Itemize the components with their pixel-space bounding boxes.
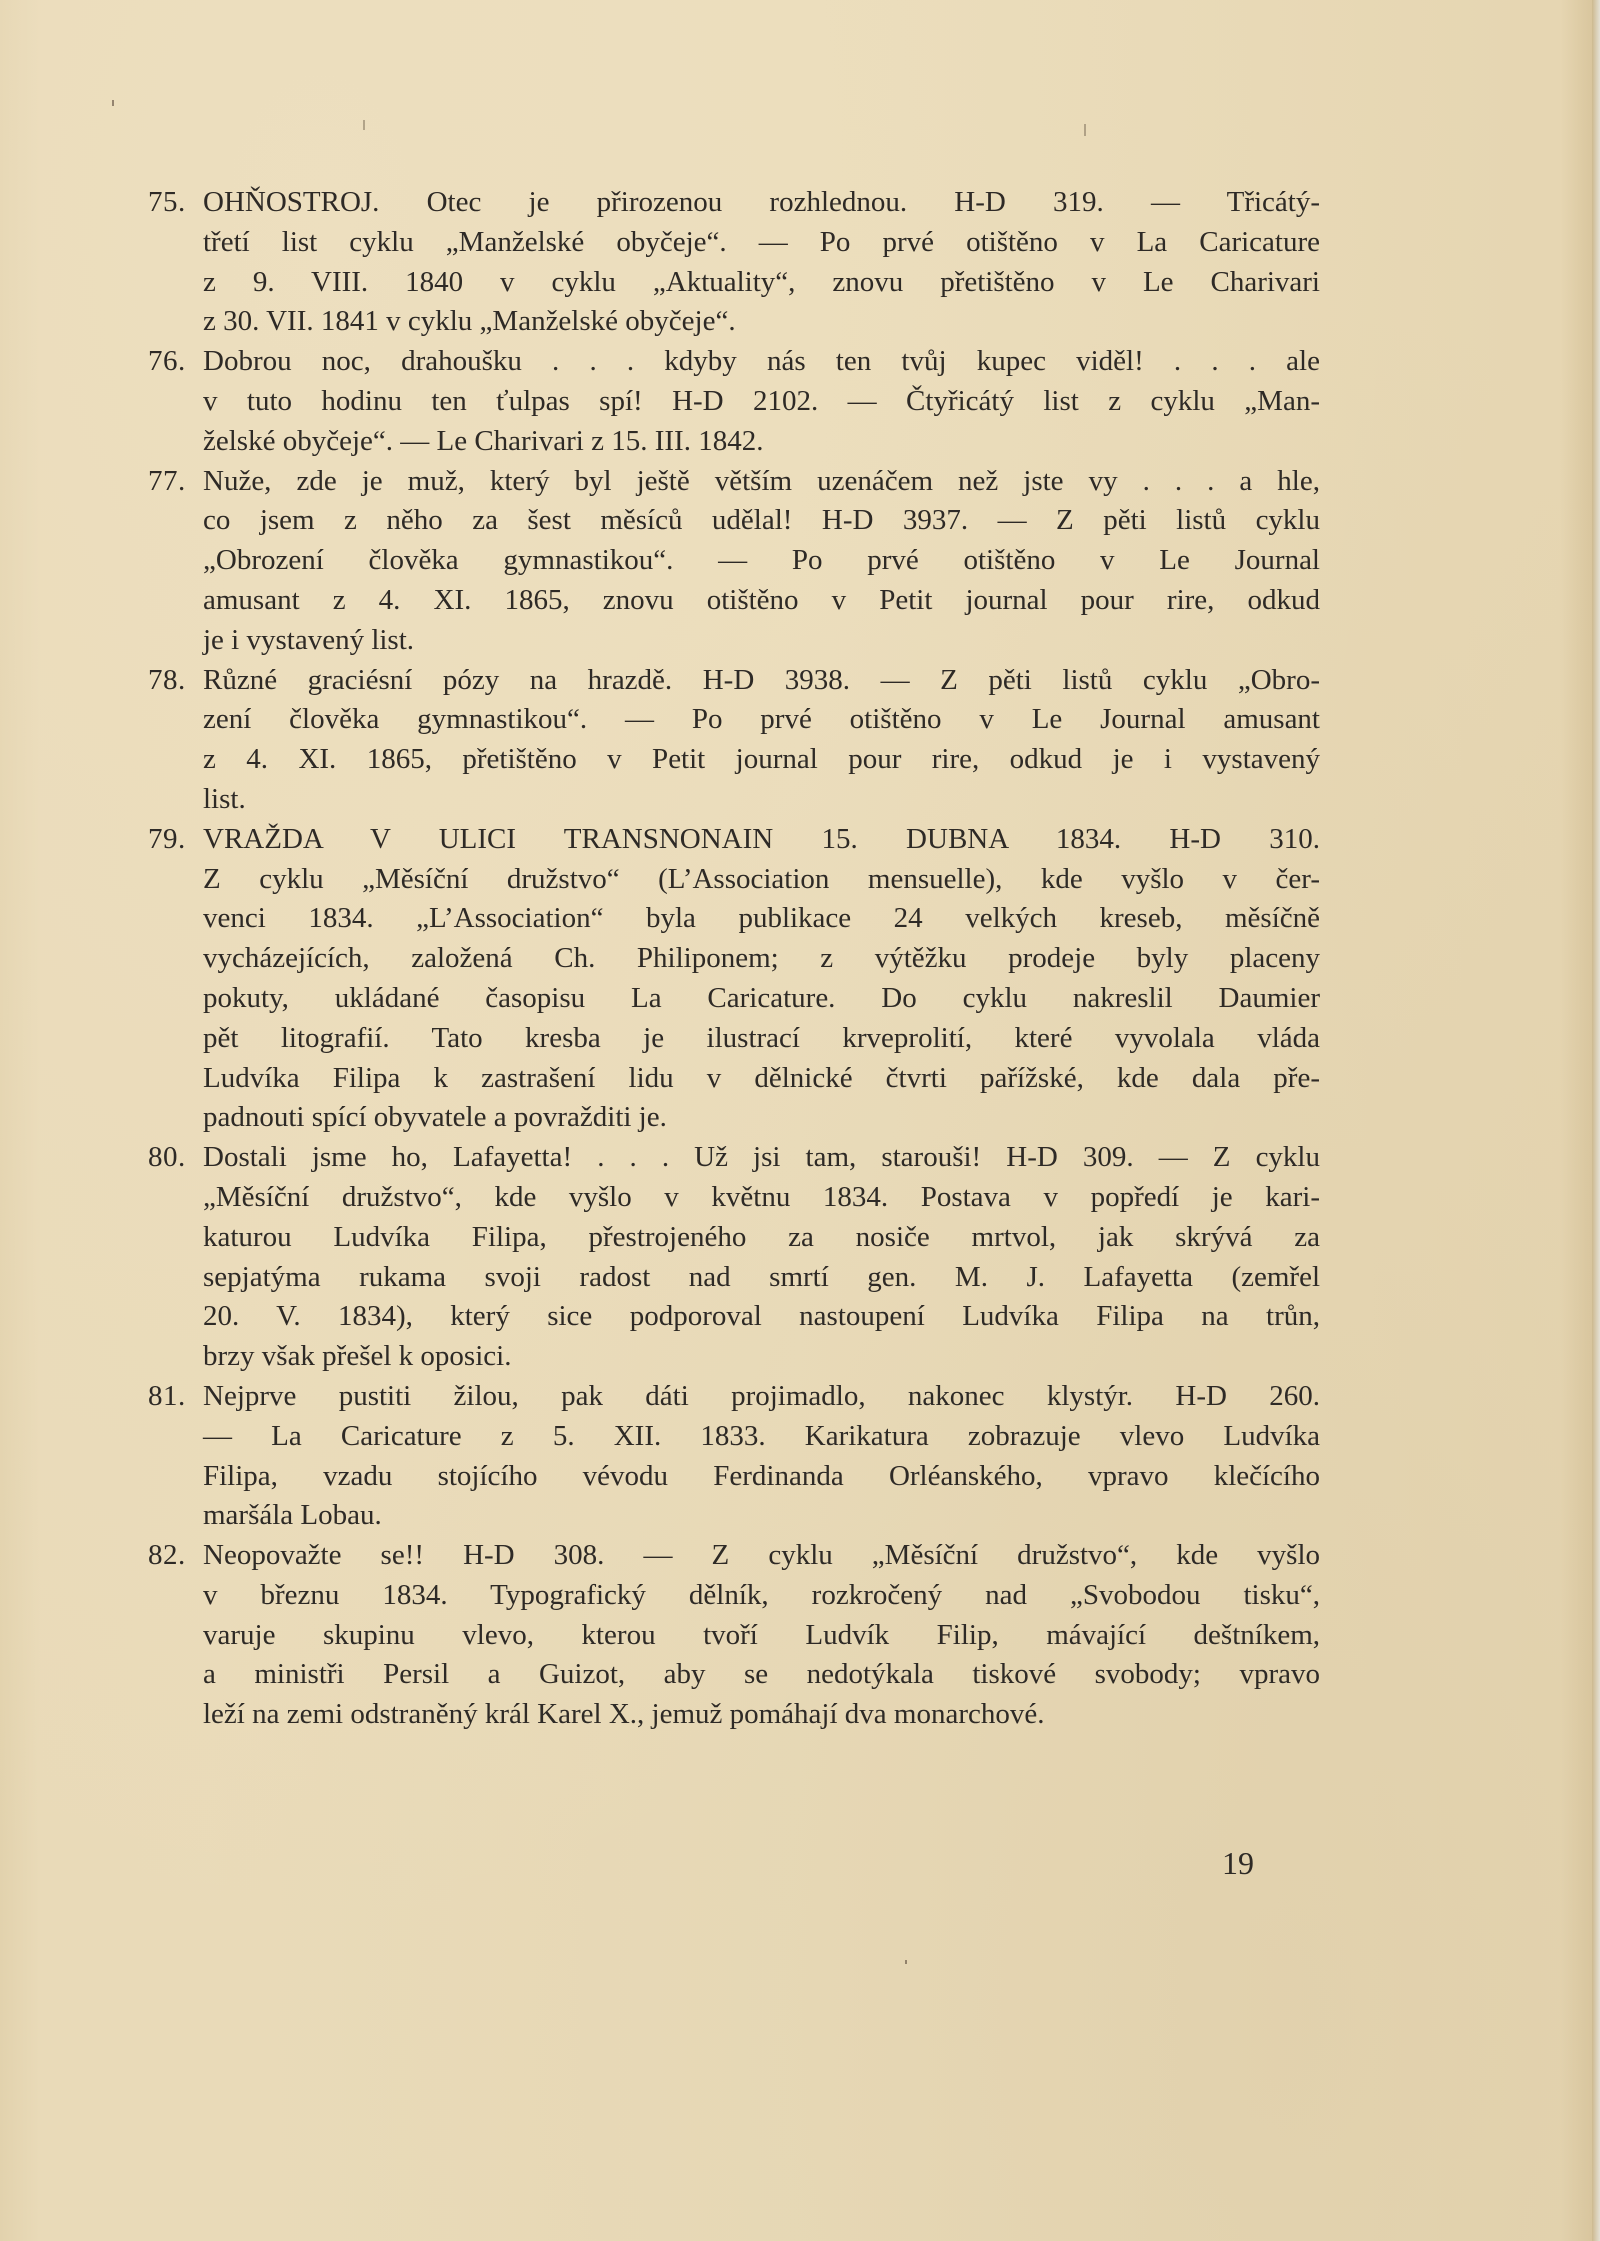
entry-text-line: třetí list cyklu „Manželské obyčeje“. — Po prvé otištěno v La Caricature bbox=[203, 225, 1320, 258]
entry-text-line: z 4. XI. 1865, přetištěno v Petit journal pour rire, odkud je i vystavený bbox=[203, 743, 1320, 776]
paper-speck bbox=[1084, 124, 1086, 136]
entry-text-line: co jsem z něho za šest měsíců udělal! H-D 3937. — Z pěti listů cyklu bbox=[203, 504, 1320, 537]
entry-text-line: je i vystavený list. bbox=[203, 623, 415, 656]
entry-number: 78. bbox=[148, 663, 186, 696]
entry-text-line: amusant z 4. XI. 1865, znovu otištěno v Petit journal pour rire, odkud bbox=[203, 583, 1320, 616]
catalog-entry bbox=[148, 820, 1328, 1138]
entry-number: 77. bbox=[148, 464, 186, 497]
entry-text-line: z 30. VII. 1841 v cyklu „Manželské obyčeje“. bbox=[203, 305, 736, 338]
entry-text-line: — La Caricature z 5. XII. 1833. Karikatura zobrazuje vlevo Ludvíka bbox=[203, 1419, 1320, 1452]
entry-text-line: Nuže, zde je muž, který byl ještě větším uzenáčem než jste vy . . . a hle, bbox=[203, 464, 1320, 497]
entry-text-line: maršála Lobau. bbox=[203, 1499, 382, 1532]
catalog-entry bbox=[148, 1377, 1328, 1536]
page-edge bbox=[1592, 0, 1600, 2241]
entry-text-line: v tuto hodinu ten ťulpas spí! H-D 2102. — Čtyřicátý list z cyklu „Man- bbox=[203, 384, 1320, 417]
entry-number: 76. bbox=[148, 345, 186, 378]
entry-text-line: venci 1834. „L’Association“ byla publikace 24 velkých kreseb, měsíčně bbox=[203, 902, 1320, 935]
entry-text-line: katurou Ludvíka Filipa, přestrojeného za nosiče mrtvol, jak skrývá za bbox=[203, 1220, 1320, 1253]
entry-text-line: sepjatýma rukama svoji radost nad smrtí gen. M. J. Lafayetta (zemřel bbox=[203, 1260, 1320, 1293]
entry-text-line: vycházejících, založená Ch. Philiponem; z výtěžku prodeje byly placeny bbox=[203, 942, 1320, 975]
catalog-entry bbox=[148, 462, 1328, 661]
entry-text-line: z 9. VIII. 1840 v cyklu „Aktuality“, znovu přetištěno v Le Charivari bbox=[203, 265, 1320, 298]
entry-text-line: list. bbox=[203, 782, 246, 815]
entry-text-line: leží na zemi odstraněný král Karel X., jemuž pomáhají dva monarchové. bbox=[203, 1698, 1045, 1731]
entry-text-line: Filipa, vzadu stojícího vévodu Ferdinanda Orléanského, vpravo klečícího bbox=[203, 1459, 1320, 1492]
entry-number: 81. bbox=[148, 1379, 186, 1412]
entry-text-line: pokuty, ukládané časopisu La Caricature. Do cyklu nakreslil Daumier bbox=[203, 981, 1320, 1014]
entry-text-line: v březnu 1834. Typografický dělník, rozkročený nad „Svobodou tisku“, bbox=[203, 1578, 1320, 1611]
entry-text-line: varuje skupinu vlevo, kterou tvoří Ludvík Filip, mávající deštníkem, bbox=[203, 1618, 1320, 1651]
catalog-entries bbox=[148, 183, 1328, 1735]
entry-text-line: Různé graciésní pózy na hrazdě. H-D 3938. — Z pěti listů cyklu „Obro- bbox=[203, 663, 1320, 696]
entry-text-line: Neopovažte se!! H-D 308. — Z cyklu „Měsíční družstvo“, kde vyšlo bbox=[203, 1539, 1320, 1572]
entry-text-line: pět litografií. Tato kresba je ilustrací krveprolití, které vyvolala vláda bbox=[203, 1021, 1320, 1054]
paper-speck bbox=[905, 1960, 907, 1964]
paper-speck bbox=[363, 120, 365, 130]
catalog-entry bbox=[148, 661, 1328, 820]
entry-text-line: zení člověka gymnastikou“. — Po prvé otištěno v Le Journal amusant bbox=[203, 703, 1320, 736]
entry-number: 79. bbox=[148, 822, 186, 855]
entry-text-line: brzy však přešel k oposici. bbox=[203, 1340, 512, 1373]
entry-text-line: VRAŽDA V ULICI TRANSNONAIN 15. DUBNA 1834. H-D 310. bbox=[203, 822, 1320, 855]
entry-number: 82. bbox=[148, 1539, 186, 1572]
entry-number: 80. bbox=[148, 1141, 186, 1174]
entry-text-line: Dobrou noc, drahoušku . . . kdyby nás ten tvůj kupec viděl! . . . ale bbox=[203, 345, 1320, 378]
paper-speck bbox=[112, 100, 114, 106]
entry-text-line: padnouti spící obyvatele a povražditi je. bbox=[203, 1101, 667, 1134]
entry-text-line: 20. V. 1834), který sice podporoval nastoupení Ludvíka Filipa na trůn, bbox=[203, 1300, 1320, 1333]
entry-number: 75. bbox=[148, 186, 186, 218]
entry-text-line: a ministři Persil a Guizot, aby se nedotýkala tiskové svobody; vpravo bbox=[203, 1658, 1320, 1691]
catalog-entry bbox=[148, 183, 1328, 342]
entry-text-line: Ludvíka Filipa k zastrašení lidu v dělnické čtvrti pařížské, kde dala pře- bbox=[203, 1061, 1320, 1094]
entry-text-line: „Měsíční družstvo“, kde vyšlo v květnu 1834. Postava v popředí je kari- bbox=[203, 1180, 1320, 1213]
page-number: 19 bbox=[1222, 1845, 1254, 1881]
entry-text-line: želské obyčeje“. — Le Charivari z 15. III. 1842. bbox=[203, 424, 764, 457]
entry-text-line: „Obrození člověka gymnastikou“. — Po prvé otištěno v Le Journal bbox=[203, 544, 1320, 577]
entry-text-line: Z cyklu „Měsíční družstvo“ (L’Association mensuelle), kde vyšlo v čer- bbox=[203, 862, 1320, 895]
catalog-entry bbox=[148, 342, 1328, 461]
entry-text-line: Nejprve pustiti žilou, pak dáti projimadlo, nakonec klystýr. H-D 260. bbox=[203, 1379, 1320, 1412]
entry-text-line: OHŇOSTROJ. Otec je přirozenou rozhlednou. H-D 319. — Třicátý- bbox=[203, 186, 1320, 218]
entry-text-line: Dostali jsme ho, Lafayetta! . . . Už jsi tam, starouši! H-D 309. — Z cyklu bbox=[203, 1141, 1320, 1174]
catalog-entry bbox=[148, 1536, 1328, 1735]
catalog-entry bbox=[148, 1138, 1328, 1377]
